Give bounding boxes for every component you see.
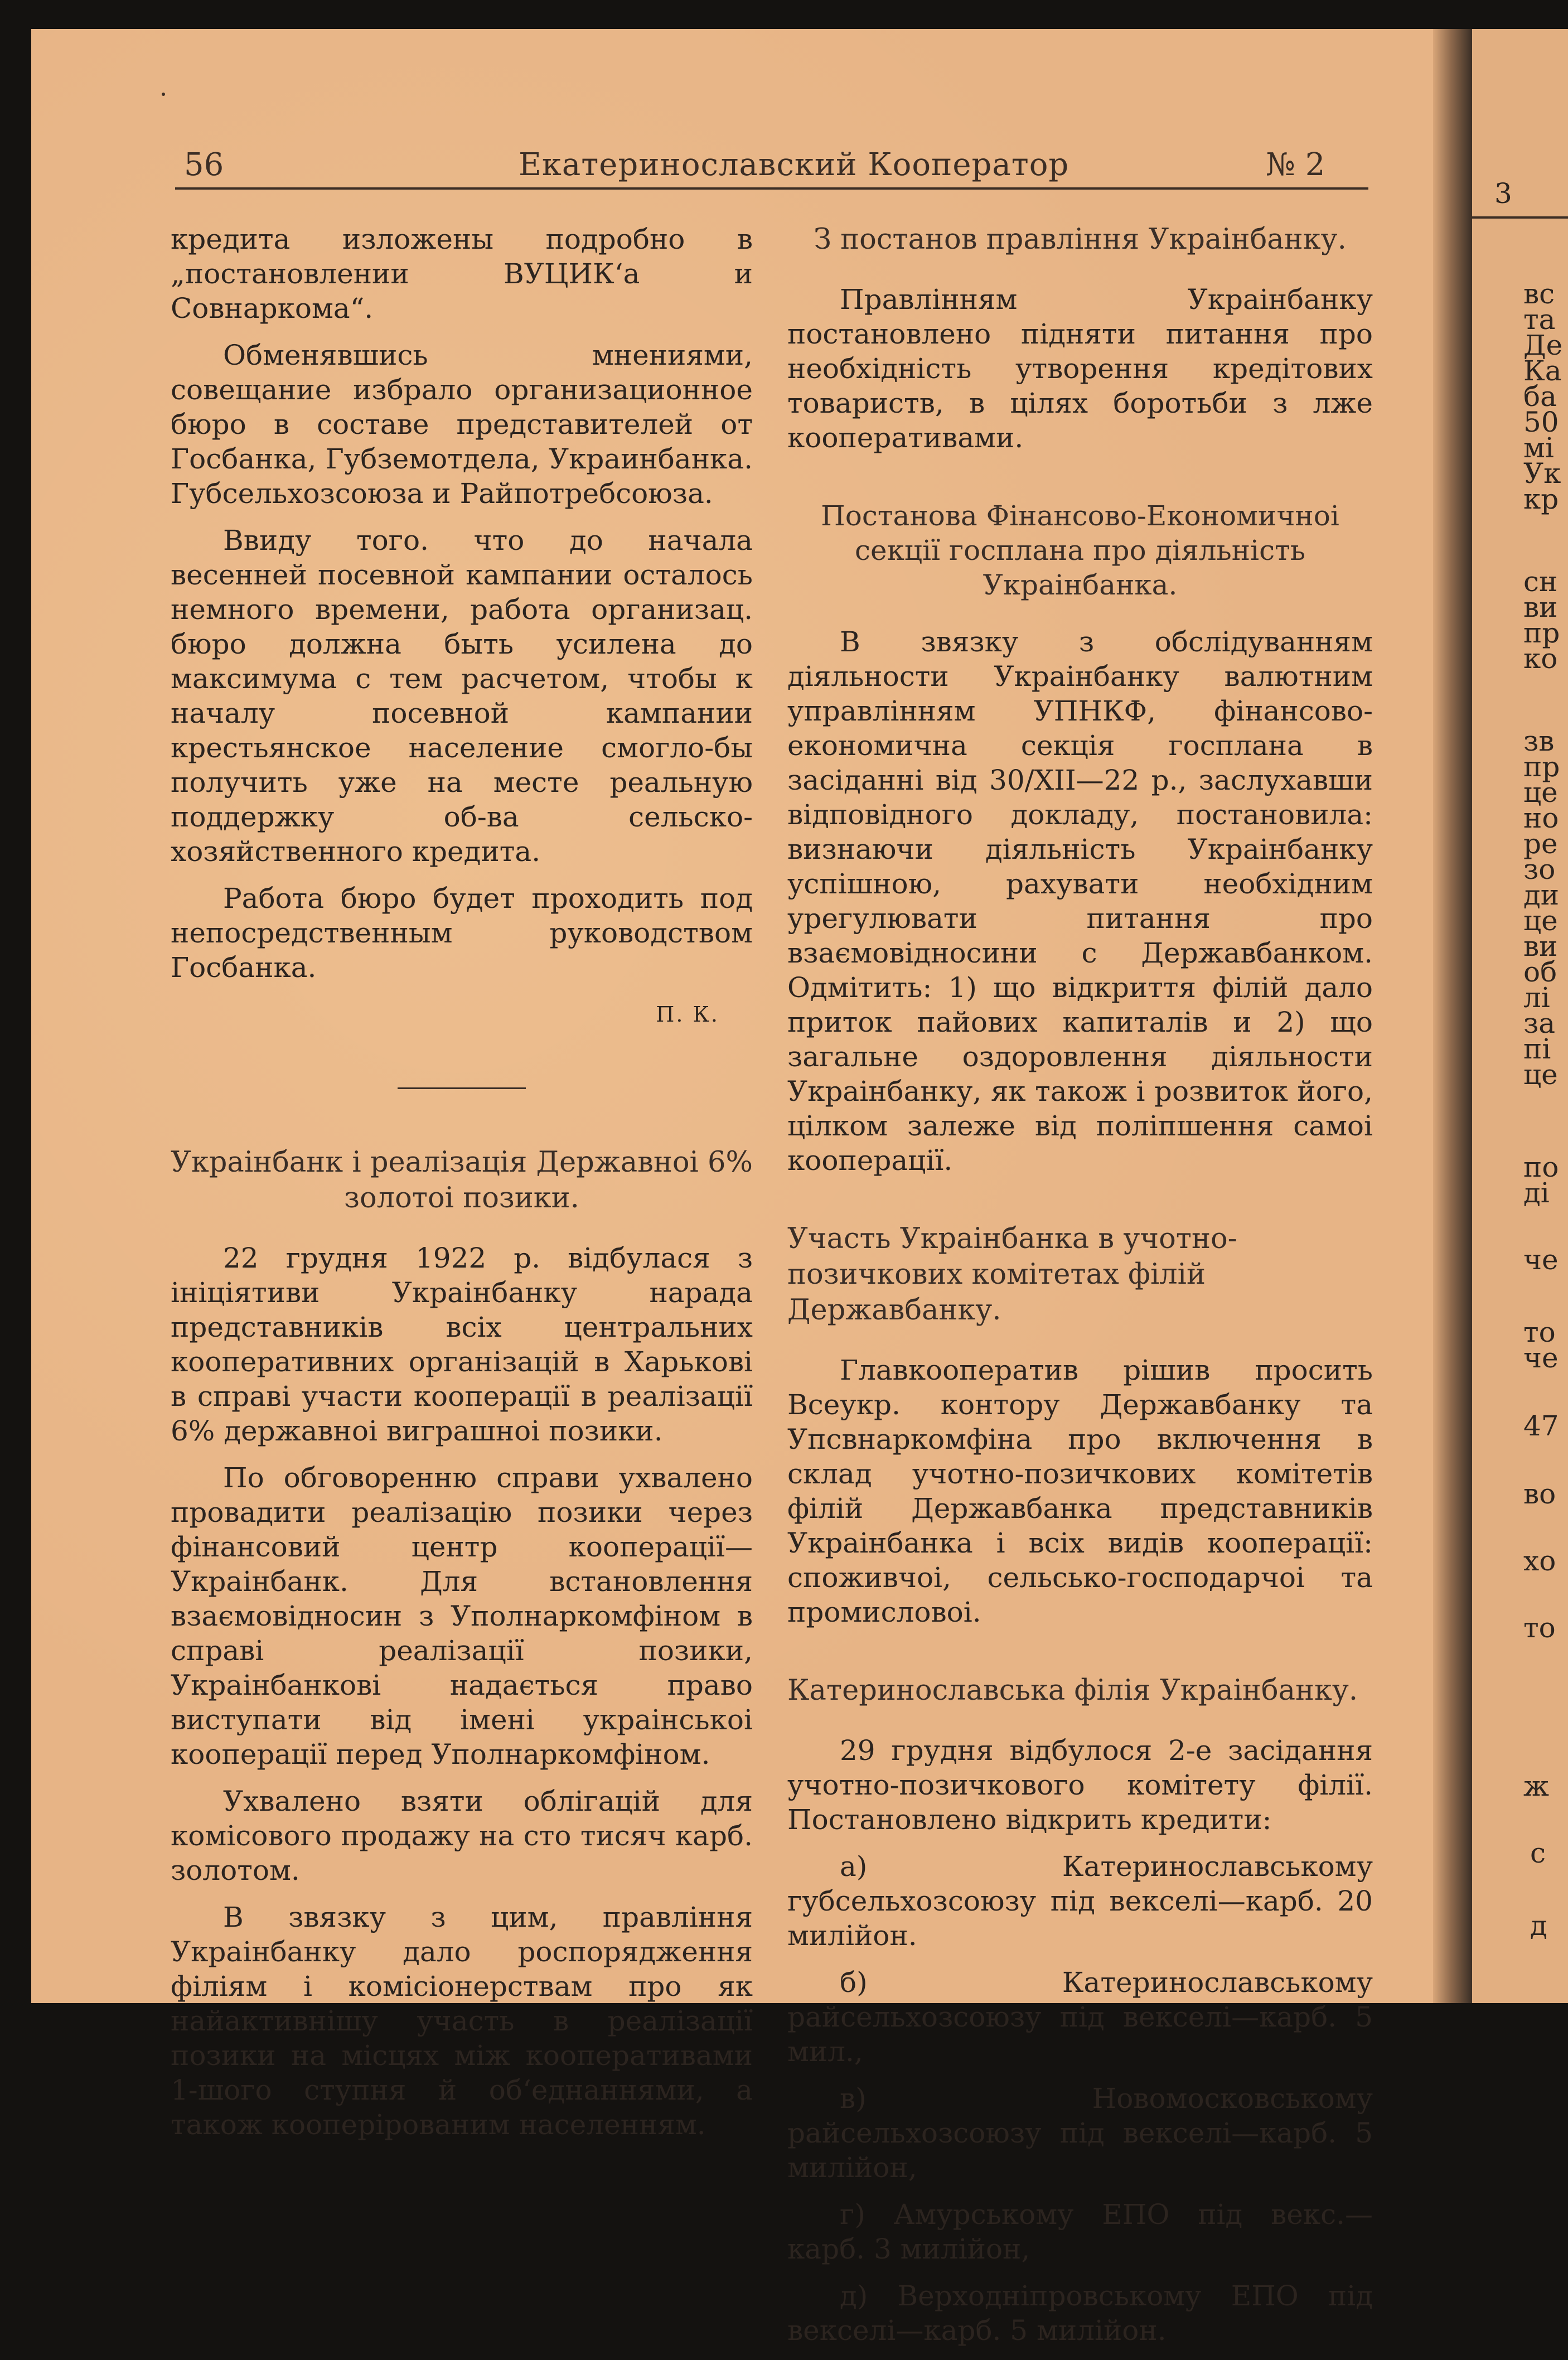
paragraph: Обменявшись мнениями, совещание избрало организационное бюро в составе представителей от Госбанка, Губземотдела, Украинбанка. Губсельхозсоюза и Райпотребсоюза.: [171, 339, 753, 510]
paragraph: По обговоренню справи ухвалено провадити реалізацію позики через фінансовий центр кооперації— Украінбанк. Для встановлення взаємовідносин з Уполнаркомфіном в справі реалізації позики, Украінбанкові надається право виступати від імені украінськоі кооперації перед Уполнаркомфіном.: [171, 1462, 753, 1771]
next-page-fragment: Ук: [1523, 457, 1561, 490]
section-separator: [398, 1087, 526, 1089]
next-page-fragment: пр: [1523, 751, 1560, 783]
section-heading: Участь Украінбанка в учотно-позичкових комітетах філій Державбанку.: [787, 1222, 1237, 1327]
paragraph: 29 грудня відбулося 2-е засідання учотно-позичкового комітету філії. Постановлено відкрить кредити:: [787, 1734, 1373, 1836]
next-page-fragment: Де: [1523, 329, 1563, 361]
next-page-fragment: Ка: [1523, 355, 1562, 387]
paragraph: Главкооператив рішив просить Всеукр. контору Державбанку та Упсвнаркомфіна про включення в склад учотно-позичкових комітетів філій Державбанка представників Украінбанка і всіх видів кооперації: споживчоі, сельсько-господарчоі та промисловоі.: [787, 1354, 1373, 1628]
next-page-fragment: ко: [1523, 642, 1558, 675]
paragraph: В звязку з цим, правління Украінбанку дало роспорядження філіям і комісіонерствам про як найактивнішу участь в реалізації позики на місцях між кооперативами 1-шого ступня й об‘еднаннями, а також кооперірованим населенням.: [171, 1901, 753, 2141]
issue-number: № 2: [1266, 147, 1325, 183]
next-page-fragment: то: [1523, 1612, 1556, 1644]
next-page-edge: [1472, 29, 1568, 2003]
next-page-fragment: 47: [1523, 1410, 1559, 1442]
next-page-fragment: сн: [1523, 565, 1558, 598]
spacer: [787, 1190, 1373, 1221]
next-page-fragment: то: [1523, 1316, 1556, 1348]
next-page-fragment: за: [1523, 1007, 1556, 1039]
list-item: б) Катеринославському райсельхозсоюзу під векселі—карб. 5 мил.,: [787, 1966, 1373, 2068]
next-page-fragment: 50: [1523, 406, 1559, 438]
next-page-fragment: та: [1523, 303, 1556, 336]
paragraph: В звязку з обслідуванням діяльности Украінбанку валютним управлінням УПНКФ, фінансово-економична секція госплана в засіданні від 30/XII—22 р., заслухавши відповідного докладу, постановила: визнаючи діяльність Украінбанку успішною, рахувати необхідним урегулювати питання про взаємовідносини с Державбанком. Одмітить: 1) що відкриття філій дало приток пайових капиталів и 2) що загальне оздоровлення діяльности Украінбанку, як також і розвиток його, цілком залеже від поліпшення самоі кооперації.: [787, 626, 1373, 1177]
next-page-fragment: вс: [1523, 278, 1555, 310]
spacer: [787, 1642, 1373, 1673]
list-item: в) Новомосковському райсельхозсоюзу під векселі—карб. 5 милійон,: [787, 2082, 1373, 2184]
paragraph: Работа бюро будет проходить под непосредственным руководством Госбанка.: [171, 882, 753, 984]
print-speck: [162, 93, 165, 96]
book-spine: [1433, 29, 1472, 2003]
next-page-fragment: це: [1523, 776, 1558, 809]
spacer: [787, 467, 1373, 499]
next-page-fragment: пі: [1523, 1033, 1551, 1065]
header-rule: [175, 187, 1368, 190]
next-page-fragment: хо: [1523, 1545, 1556, 1577]
next-page-fragment: с: [1530, 1837, 1546, 1869]
section-heading: Катеринославська філія Украінбанку.: [787, 1674, 1358, 1707]
right-column: [787, 222, 1373, 2360]
next-page-fragment: лі: [1523, 981, 1550, 1014]
paragraph: кредита изложены подробно в „постановлении ВУЦИК‘а и Совнаркома“.: [171, 223, 753, 325]
running-title: Екатеринославский Кооператор: [519, 147, 1069, 183]
section-heading: Украінбанк і реалізація Державноі 6% золотоі позики.: [171, 1146, 753, 1215]
section-heading: З постанов правління Украінбанку.: [814, 223, 1347, 256]
next-page-fragment: во: [1523, 1478, 1556, 1510]
next-page-fragment: ди: [1523, 879, 1560, 911]
next-page-fragment: це: [1523, 905, 1558, 937]
next-page-fragment: кр: [1523, 483, 1559, 515]
next-page-fragment: ба: [1523, 380, 1557, 413]
next-page-header-rule: [1472, 216, 1568, 219]
paragraph: Ухвалено взяти облігацій для комісового продажу на сто тисяч карб. золотом.: [171, 1785, 753, 1887]
next-page-fragment: 3: [1494, 177, 1512, 210]
list-item: г) Амурському ЕПО під векс.— карб. 3 милійон,: [787, 2198, 1373, 2265]
next-page-fragment: ді: [1523, 1177, 1550, 1209]
next-page-fragment: мі: [1523, 432, 1554, 464]
next-page-fragment: об: [1523, 956, 1557, 988]
section-heading: Постанова Фінансово-Економичноі секції госплана про діяльність Украінбанка.: [821, 500, 1339, 601]
next-page-fragment: ви: [1523, 930, 1558, 963]
next-page-fragment: пр: [1523, 617, 1560, 649]
list-item: а) Катеринославському губсельхозсоюзу під векселі—карб. 20 милійон.: [787, 1850, 1373, 1952]
next-page-fragment: по: [1523, 1151, 1559, 1183]
next-page-fragment: ре: [1523, 828, 1558, 860]
next-page-fragment: ви: [1523, 591, 1558, 623]
next-page-fragment: зв: [1523, 725, 1555, 757]
next-page-fragment: ж: [1523, 1770, 1549, 1802]
next-page-fragment: но: [1523, 802, 1559, 834]
list-item: д) Верходніпровському ЕПО під векселі—карб. 5 милійон.: [787, 2280, 1373, 2347]
paragraph: 22 грудня 1922 р. відбулася з ініціятиви Украінбанку нарада представників всіх центральних кооперативних організацій в Харькові в справі участи кооперації в реалізації 6% державноі виграшноі позики.: [171, 1242, 753, 1447]
author-signature: П. К.: [656, 1002, 719, 1027]
left-column: [171, 222, 753, 2154]
next-page-fragment: че: [1523, 1342, 1559, 1374]
paragraph: Ввиду того. что до начала весенней посевной кампании осталось немного времени, работа организац. бюро должна быть усилена до максимума с тем расчетом, чтобы к началу посевной кампании крестьянское население смогло-бы получить уже на месте реальную поддержку об-ва сельско-хозяйственного кредита.: [171, 524, 753, 868]
next-page-fragment: д: [1530, 1909, 1547, 1942]
next-page-fragment: че: [1523, 1244, 1559, 1276]
page-number: 56: [184, 147, 224, 183]
next-page-fragment: це: [1523, 1058, 1558, 1091]
paragraph: Правлінням Украінбанку постановлено підняти питання про необхідність утворення кредітових товариств, в цілях боротьби з лже кооперативами.: [787, 283, 1373, 454]
next-page-fragment: зо: [1523, 853, 1556, 886]
